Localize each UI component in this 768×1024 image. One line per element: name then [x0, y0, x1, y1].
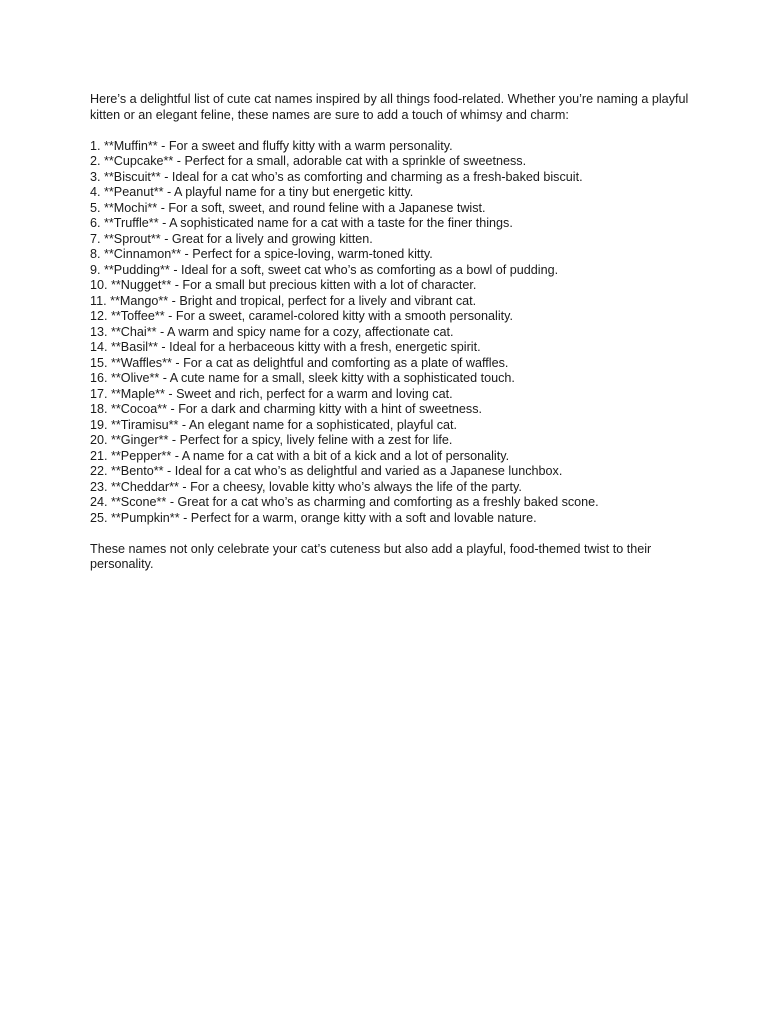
list-item: 3. **Biscuit** - Ideal for a cat who’s as comforting and charming as a fresh-baked biscuit. — [90, 169, 583, 184]
list-item: 4. **Peanut** - A playful name for a tiny but energetic kitty. — [90, 185, 414, 199]
list-item: 21. **Pepper** - A name for a cat with a bit of a kick and a lot of personality. — [90, 448, 510, 463]
list-item: 24. **Scone** - Great for a cat who’s as charming and comforting as a freshly baked scone. — [90, 495, 599, 509]
list-item: 6. **Truffle** - A sophisticated name for a cat with a taste for the finer things. — [90, 216, 513, 230]
list-item: 2. **Cupcake** - Perfect for a small, adorable cat with a sprinkle of sweetness. — [90, 154, 527, 168]
list-item: 8. **Cinnamon** - Perfect for a spice-loving, warm-toned kitty. — [90, 247, 433, 261]
intro-paragraph: Here’s a delightful list of cute cat names inspired by all things food-related. Whether you’re naming a playful kitten or an elegant feline, these names are sure to add a touch of whimsy and charm: — [90, 92, 689, 122]
list-item: 18. **Cocoa** - For a dark and charming kitty with a hint of sweetness. — [90, 402, 482, 416]
list-item: 23. **Cheddar** - For a cheesy, lovable kitty who’s always the life of the party. — [90, 479, 522, 494]
list-item: 12. **Toffee** - For a sweet, caramel-colored kitty with a smooth personality. — [90, 309, 514, 323]
list-item: 15. **Waffles** - For a cat as delightful and comforting as a plate of waffles. — [90, 355, 509, 370]
list-item: 5. **Mochi** - For a soft, sweet, and round feline with a Japanese twist. — [90, 200, 486, 215]
list-item: 10. **Nugget** - For a small but precious kitten with a lot of character. — [90, 278, 477, 292]
list-item: 14. **Basil** - Ideal for a herbaceous kitty with a fresh, energetic spirit. — [90, 340, 481, 354]
list-item: 17. **Maple** - Sweet and rich, perfect for a warm and loving cat. — [90, 386, 453, 401]
outro-paragraph: These names not only celebrate your cat’s cuteness but also add a playful, food-themed twist to their personality. — [90, 541, 652, 571]
list-item: 9. **Pudding** - Ideal for a soft, sweet cat who’s as comforting as a bowl of pudding. — [90, 262, 559, 277]
list-item: 7. **Sprout** - Great for a lively and growing kitten. — [90, 231, 373, 246]
list-item: 22. **Bento** - Ideal for a cat who’s as delightful and varied as a Japanese lunchbox. — [90, 464, 563, 478]
document-page — [90, 92, 690, 573]
list-item: 20. **Ginger** - Perfect for a spicy, lively feline with a zest for life. — [90, 433, 453, 447]
cat-name-list — [90, 139, 690, 527]
list-item: 25. **Pumpkin** - Perfect for a warm, orange kitty with a soft and lovable nature. — [90, 510, 537, 525]
list-item: 13. **Chai** - A warm and spicy name for a cozy, affectionate cat. — [90, 324, 454, 339]
list-item: 11. **Mango** - Bright and tropical, perfect for a lively and vibrant cat. — [90, 293, 477, 308]
list-item: 1. **Muffin** - For a sweet and fluffy kitty with a warm personality. — [90, 138, 453, 153]
list-item: 19. **Tiramisu** - An elegant name for a sophisticated, playful cat. — [90, 417, 458, 432]
list-item: 16. **Olive** - A cute name for a small, sleek kitty with a sophisticated touch. — [90, 371, 515, 385]
